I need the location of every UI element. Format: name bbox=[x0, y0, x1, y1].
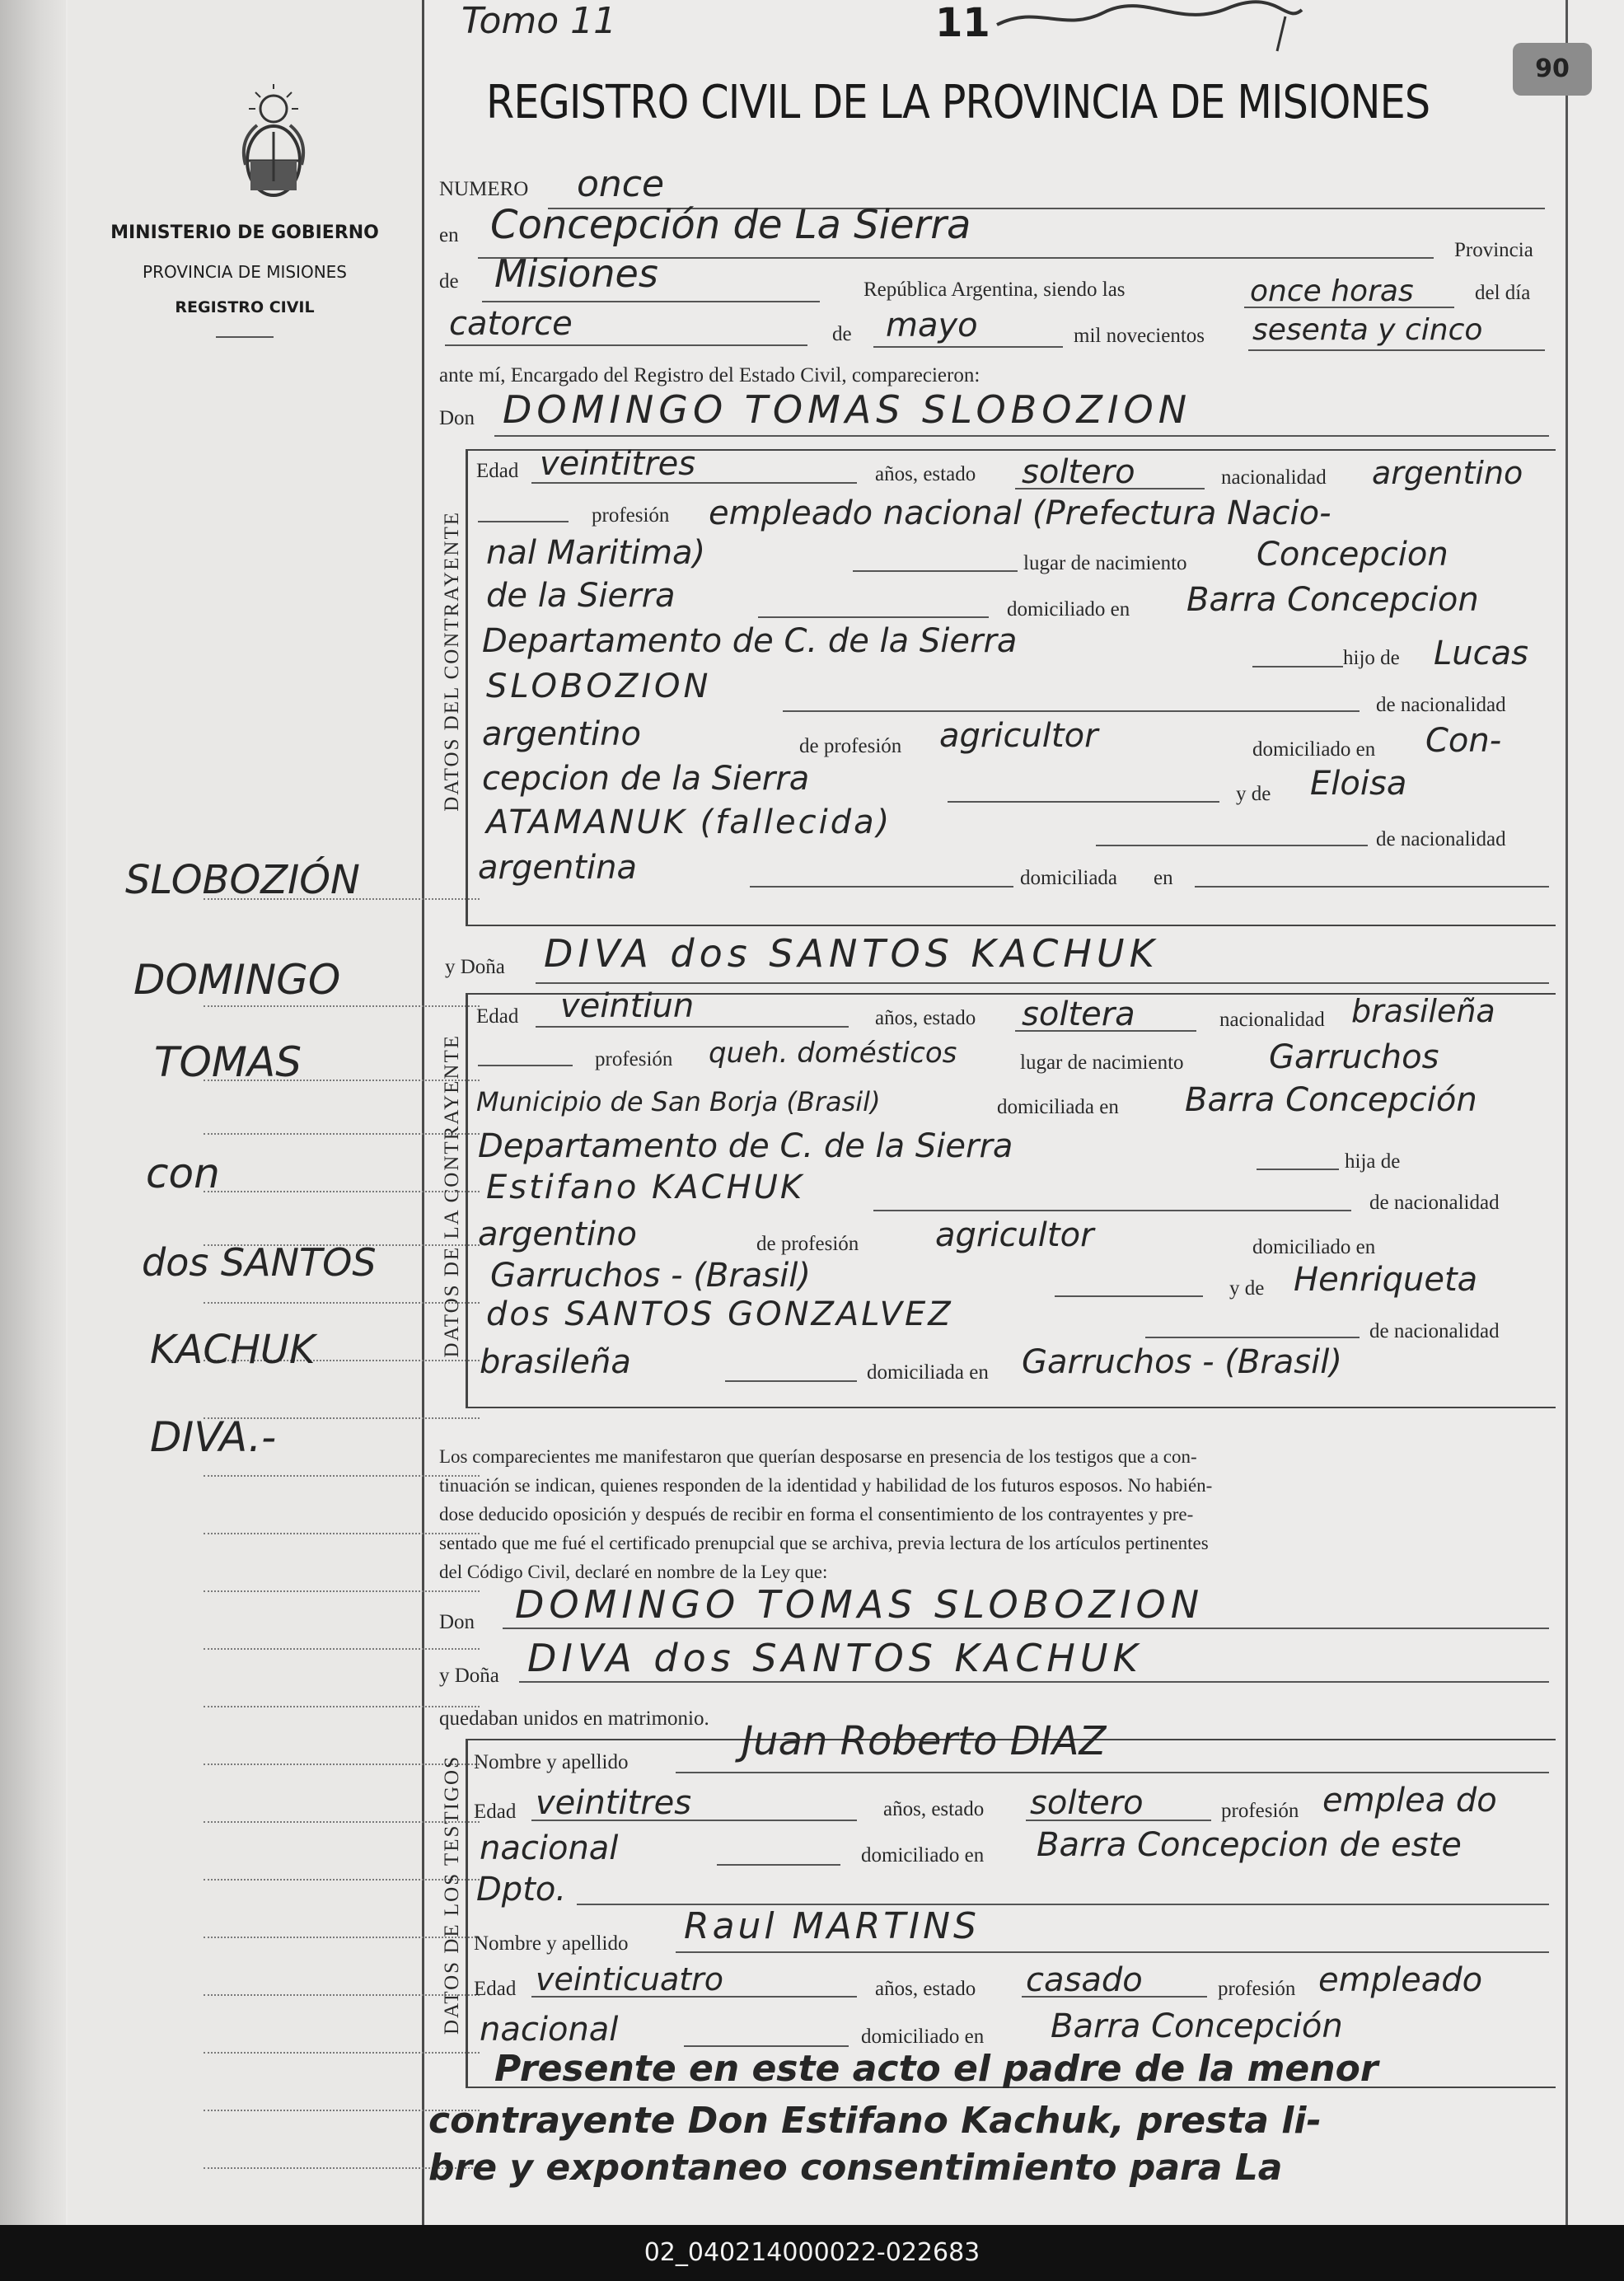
domiciliado-label: domiciliado en bbox=[1252, 1236, 1376, 1258]
witness2-profesion-value-2: nacional bbox=[480, 2011, 619, 2049]
profesion-label: profesión bbox=[595, 1048, 673, 1070]
underline bbox=[1055, 1295, 1203, 1297]
underline bbox=[1026, 1820, 1211, 1821]
numero-value: once bbox=[577, 163, 665, 205]
anio-value: sesenta y cinco bbox=[1252, 313, 1483, 347]
don-label: Don bbox=[439, 407, 475, 429]
divider bbox=[216, 336, 274, 338]
padre-prof-groom-value: agricultor bbox=[939, 717, 1098, 755]
padre-nac-bride-value: argentino bbox=[478, 1215, 637, 1253]
underline bbox=[676, 1772, 1549, 1773]
acta-number: 11 bbox=[935, 0, 990, 46]
rule-line bbox=[204, 1475, 480, 1477]
underline bbox=[445, 344, 807, 346]
witness1-domicilio-value-2: Dpto. bbox=[476, 1871, 567, 1909]
underline bbox=[676, 1951, 1549, 1953]
underline bbox=[536, 982, 1549, 984]
underline bbox=[1244, 307, 1454, 308]
lugar-nacimiento-label: lugar de nacimiento bbox=[1020, 1052, 1184, 1074]
rule-line bbox=[204, 1191, 480, 1192]
page-edge bbox=[1565, 0, 1568, 2225]
rule-line bbox=[204, 1937, 480, 1938]
rule-line bbox=[204, 1302, 480, 1304]
en-label: en bbox=[439, 224, 459, 246]
nacionalidad-groom-value: argentino bbox=[1372, 455, 1523, 491]
dona-value: DIVA dos SANTOS KACHUK bbox=[544, 931, 1159, 976]
nacimiento-bride-value: Garruchos bbox=[1269, 1038, 1439, 1076]
anos-estado-label: años, estado bbox=[875, 1978, 976, 2000]
padre-dom-groom-value: Con- bbox=[1425, 722, 1502, 760]
madre-bride-surname: dos SANTOS GONZALVEZ bbox=[486, 1295, 953, 1333]
y-de-label: y de bbox=[1229, 1277, 1265, 1300]
don-label: Don bbox=[439, 1611, 475, 1633]
madre-nac-bride-value: brasileña bbox=[480, 1343, 631, 1381]
provincia-label: Provincia bbox=[1454, 239, 1533, 261]
witness2-profesion-value: empleado bbox=[1318, 1961, 1483, 1999]
witness1-profesion-value: emplea do bbox=[1322, 1782, 1497, 1820]
hijo-de-label: hijo de bbox=[1343, 647, 1400, 669]
edad-label: Edad bbox=[476, 1005, 519, 1028]
margin-note-line: SLOBOZIÓN bbox=[125, 857, 360, 903]
de-nacionalidad-label: de nacionalidad bbox=[1376, 694, 1506, 716]
underline bbox=[725, 1380, 857, 1382]
edad-label: Edad bbox=[474, 1978, 517, 2000]
decl-dona-value: DIVA dos SANTOS KACHUK bbox=[527, 1636, 1143, 1680]
declaration-line: sentado que me fué el certificado prenupcial que se archiva, previa lectura de los artículos pertinentes bbox=[439, 1533, 1209, 1553]
page-stamp: 90 bbox=[1513, 43, 1592, 96]
domiciliado-label: domiciliado en bbox=[1252, 738, 1376, 761]
domiciliada-label: domiciliada en bbox=[997, 1096, 1119, 1118]
margin-note-line: TOMAS bbox=[154, 1038, 302, 1086]
witness1-profesion-value-2: nacional bbox=[480, 1829, 619, 1867]
anos-estado-label: años, estado bbox=[883, 1798, 985, 1820]
witness1-name-value: Juan Roberto DIAZ bbox=[742, 1718, 1107, 1764]
estado-bride-value: soltera bbox=[1022, 995, 1135, 1033]
underline bbox=[750, 886, 1013, 888]
nombre-apellido-label: Nombre y apellido bbox=[474, 1932, 629, 1955]
underline bbox=[758, 616, 989, 618]
lugar-value: Concepción de La Sierra bbox=[490, 202, 971, 248]
domiciliado-label: domiciliado en bbox=[1007, 598, 1130, 621]
underline bbox=[1145, 1337, 1360, 1338]
declaration-line: del Código Civil, declaré en nombre de la Ley que: bbox=[439, 1562, 828, 1582]
witness2-estado-value: casado bbox=[1026, 1961, 1143, 1999]
padre-groom-surname: SLOBOZION bbox=[486, 667, 712, 705]
hora-value: once horas bbox=[1250, 274, 1414, 308]
de-profesion-label: de profesión bbox=[756, 1233, 859, 1255]
underline bbox=[482, 301, 820, 302]
underline bbox=[853, 570, 1018, 572]
numero-label: NUMERO bbox=[439, 178, 529, 200]
domiciliado-label: domiciliado en bbox=[861, 1844, 985, 1866]
domicilio-bride-value: Barra Concepción bbox=[1185, 1081, 1477, 1119]
margin-note-line: KACHUK bbox=[150, 1327, 316, 1373]
de-label: de bbox=[439, 270, 459, 293]
note-line: contrayente Don Estifano Kachuk, presta li- bbox=[428, 2100, 1322, 2142]
underline bbox=[536, 1026, 849, 1028]
signature-scribble-icon bbox=[989, 0, 1318, 58]
underline bbox=[1015, 1030, 1196, 1032]
profesion-label: profesión bbox=[592, 504, 670, 527]
madre-groom-surname: ATAMANUK (fallecida) bbox=[486, 803, 892, 841]
underline bbox=[1248, 349, 1545, 351]
padre-bride-value: Estifano KACHUK bbox=[486, 1169, 805, 1206]
domiciliada-label: domiciliada en bbox=[867, 1361, 989, 1384]
edad-label: Edad bbox=[474, 1801, 517, 1823]
witness1-edad-value: veintitres bbox=[536, 1784, 692, 1822]
underline bbox=[873, 1210, 1351, 1211]
rule-line bbox=[204, 1879, 480, 1881]
margin-note-line: dos SANTOS bbox=[142, 1240, 377, 1285]
domiciliado-label: domiciliado en bbox=[861, 2026, 985, 2048]
rule-line bbox=[204, 1821, 480, 1823]
nacimiento-bride-value-2: Municipio de San Borja (Brasil) bbox=[476, 1086, 881, 1117]
en-label: en bbox=[1154, 867, 1173, 889]
nacionalidad-label: nacionalidad bbox=[1221, 466, 1327, 489]
witness1-estado-value: soltero bbox=[1030, 1784, 1144, 1822]
margin-column bbox=[68, 0, 424, 2225]
underline bbox=[478, 521, 569, 522]
witness2-domicilio-value: Barra Concepción bbox=[1051, 2007, 1343, 2045]
underline bbox=[519, 1681, 1549, 1683]
ministry-province: PROVINCIA DE MISIONES bbox=[143, 262, 347, 282]
lugar-nacimiento-label: lugar de nacimiento bbox=[1023, 552, 1187, 574]
domicilio-groom-value: Barra Concepcion bbox=[1186, 581, 1479, 619]
profesion-label: profesión bbox=[1218, 1978, 1296, 2000]
rule-line bbox=[204, 1005, 480, 1007]
decl-don-value: DOMINGO TOMAS SLOBOZION bbox=[515, 1582, 1205, 1627]
groom-section-label: DATOS DEL CONTRAYENTE bbox=[441, 511, 463, 812]
rule-line bbox=[204, 1533, 480, 1534]
witness1-domicilio-value: Barra Concepcion de este bbox=[1037, 1826, 1462, 1864]
de-nacionalidad-label: de nacionalidad bbox=[1376, 828, 1506, 850]
madre-nac-groom-value: argentina bbox=[478, 849, 637, 887]
ministry-title: MINISTERIO DE GOBIERNO bbox=[110, 222, 379, 243]
nacimiento-groom-value: Concepcion bbox=[1257, 536, 1448, 574]
underline bbox=[531, 1820, 857, 1821]
note-line: bre y expontaneo consentimiento para La bbox=[428, 2147, 1283, 2189]
underline bbox=[1257, 1169, 1339, 1170]
edad-label: Edad bbox=[476, 460, 519, 482]
margin-note-line: DIVA.- bbox=[150, 1413, 277, 1461]
profesion-groom-value-2: nal Maritima) bbox=[486, 534, 706, 572]
note-line: Presente en este acto el padre de la menor bbox=[494, 2048, 1378, 2090]
underline bbox=[873, 346, 1063, 348]
bride-section-label: DATOS DE LA CONTRAYENTE bbox=[441, 1034, 463, 1358]
domicilio-bride-value-2: Departamento de C. de la Sierra bbox=[478, 1127, 1013, 1165]
declaration-line: dose deducido oposición y después de recibir en forma el consentimiento de los contrayentes y pre- bbox=[439, 1504, 1194, 1525]
underline bbox=[1022, 1996, 1207, 1998]
profesion-label: profesión bbox=[1221, 1800, 1299, 1822]
rule-line bbox=[204, 2052, 480, 2054]
underline bbox=[684, 2045, 849, 2047]
rule-line bbox=[204, 1133, 480, 1135]
de-nacionalidad-label: de nacionalidad bbox=[1369, 1192, 1500, 1214]
underline bbox=[783, 710, 1360, 712]
underline bbox=[494, 435, 1549, 437]
mil-novecientos-label: mil novecientos bbox=[1074, 325, 1205, 347]
de-mes-label: de bbox=[832, 323, 852, 345]
de-profesion-label: de profesión bbox=[799, 735, 902, 757]
rule-line bbox=[204, 1763, 480, 1765]
underline bbox=[531, 482, 857, 484]
rule-line bbox=[204, 1590, 480, 1592]
rule-line bbox=[204, 1706, 480, 1707]
madre-groom-value: Eloisa bbox=[1310, 765, 1407, 803]
underline bbox=[531, 1996, 857, 1998]
y-dona-label: y Doña bbox=[439, 1665, 499, 1687]
witness2-name-value: Raul MARTINS bbox=[684, 1905, 980, 1947]
witness2-edad-value: veinticuatro bbox=[536, 1961, 723, 1998]
y-dona-label: y Doña bbox=[445, 956, 505, 978]
estado-groom-value: soltero bbox=[1022, 453, 1135, 491]
padre-nac-groom-value: argentino bbox=[482, 715, 641, 753]
witness-section-label: DATOS DE LOS TESTIGOS bbox=[441, 1755, 463, 2035]
madre-bride-value: Henriqueta bbox=[1294, 1261, 1478, 1299]
nacionalidad-label: nacionalidad bbox=[1219, 1009, 1325, 1031]
domiciliada-label: domiciliada bbox=[1020, 867, 1118, 889]
padre-dom-groom-value-2: cepcion de la Sierra bbox=[482, 760, 810, 798]
underline bbox=[1096, 845, 1368, 846]
republica-label: República Argentina, siendo las bbox=[863, 279, 1126, 301]
underline bbox=[948, 801, 1219, 803]
coat-of-arms-icon bbox=[232, 82, 315, 206]
rule-line bbox=[204, 1648, 480, 1650]
nacimiento-groom-value-2: de la Sierra bbox=[486, 577, 676, 615]
underline bbox=[1015, 488, 1205, 489]
hija-de-label: hija de bbox=[1345, 1150, 1401, 1173]
underline bbox=[717, 1864, 840, 1866]
anos-estado-label: años, estado bbox=[875, 1007, 976, 1029]
nombre-apellido-label: Nombre y apellido bbox=[474, 1751, 629, 1773]
rule-line bbox=[204, 1994, 480, 1996]
de-nacionalidad-label: de nacionalidad bbox=[1369, 1320, 1500, 1342]
padre-prof-bride-value: agricultor bbox=[935, 1216, 1094, 1254]
declaration-line: Los comparecientes me manifestaron que querían desposarse en presencia de los testigos que a con- bbox=[439, 1446, 1197, 1467]
mes-value: mayo bbox=[886, 307, 978, 344]
underline bbox=[503, 1628, 1549, 1629]
quedaban-text: quedaban unidos en matrimonio. bbox=[439, 1707, 709, 1730]
profesion-groom-value: empleado nacional (Prefectura Nacio- bbox=[709, 494, 1331, 532]
padre-dom-bride-value: Garruchos - (Brasil) bbox=[490, 1257, 811, 1295]
tomo-label: Tomo 11 bbox=[461, 0, 617, 42]
y-de-label: y de bbox=[1236, 783, 1271, 805]
nacionalidad-bride-value: brasileña bbox=[1351, 993, 1495, 1029]
underline bbox=[1195, 886, 1549, 888]
margin-note-line: con bbox=[146, 1150, 220, 1197]
ministry-registry: REGISTRO CIVIL bbox=[175, 298, 315, 316]
domicilio-groom-value-2: Departamento de C. de la Sierra bbox=[482, 622, 1018, 660]
dia-value: catorce bbox=[449, 305, 573, 343]
book-binding-edge bbox=[0, 0, 66, 2225]
underline bbox=[478, 1065, 573, 1066]
del-dia-label: del día bbox=[1475, 282, 1531, 304]
padre-groom-value: Lucas bbox=[1434, 635, 1528, 672]
provincia-value: Misiones bbox=[494, 251, 658, 296]
page-title: REGISTRO CIVIL DE LA PROVINCIA DE MISIONES bbox=[486, 76, 1430, 129]
edad-bride-value: veintiun bbox=[560, 987, 695, 1025]
underline bbox=[1252, 666, 1343, 667]
declaration-line: tinuación se indican, quienes responden de la identidad y habilidad de los futuros esposos. No habién- bbox=[439, 1475, 1213, 1496]
madre-dom-bride-value: Garruchos - (Brasil) bbox=[1022, 1343, 1342, 1381]
don-value: DOMINGO TOMAS SLOBOZION bbox=[503, 387, 1192, 432]
margin-note-line: DOMINGO bbox=[133, 956, 341, 1004]
anos-estado-label: años, estado bbox=[875, 463, 976, 485]
image-caption: 02_040214000022-022683 bbox=[644, 2238, 980, 2267]
edad-groom-value: veintitres bbox=[540, 445, 696, 483]
ante-mi-text: ante mí, Encargado del Registro del Estado Civil, comparecieron: bbox=[439, 364, 980, 386]
profesion-bride-value: queh. domésticos bbox=[709, 1037, 957, 1070]
